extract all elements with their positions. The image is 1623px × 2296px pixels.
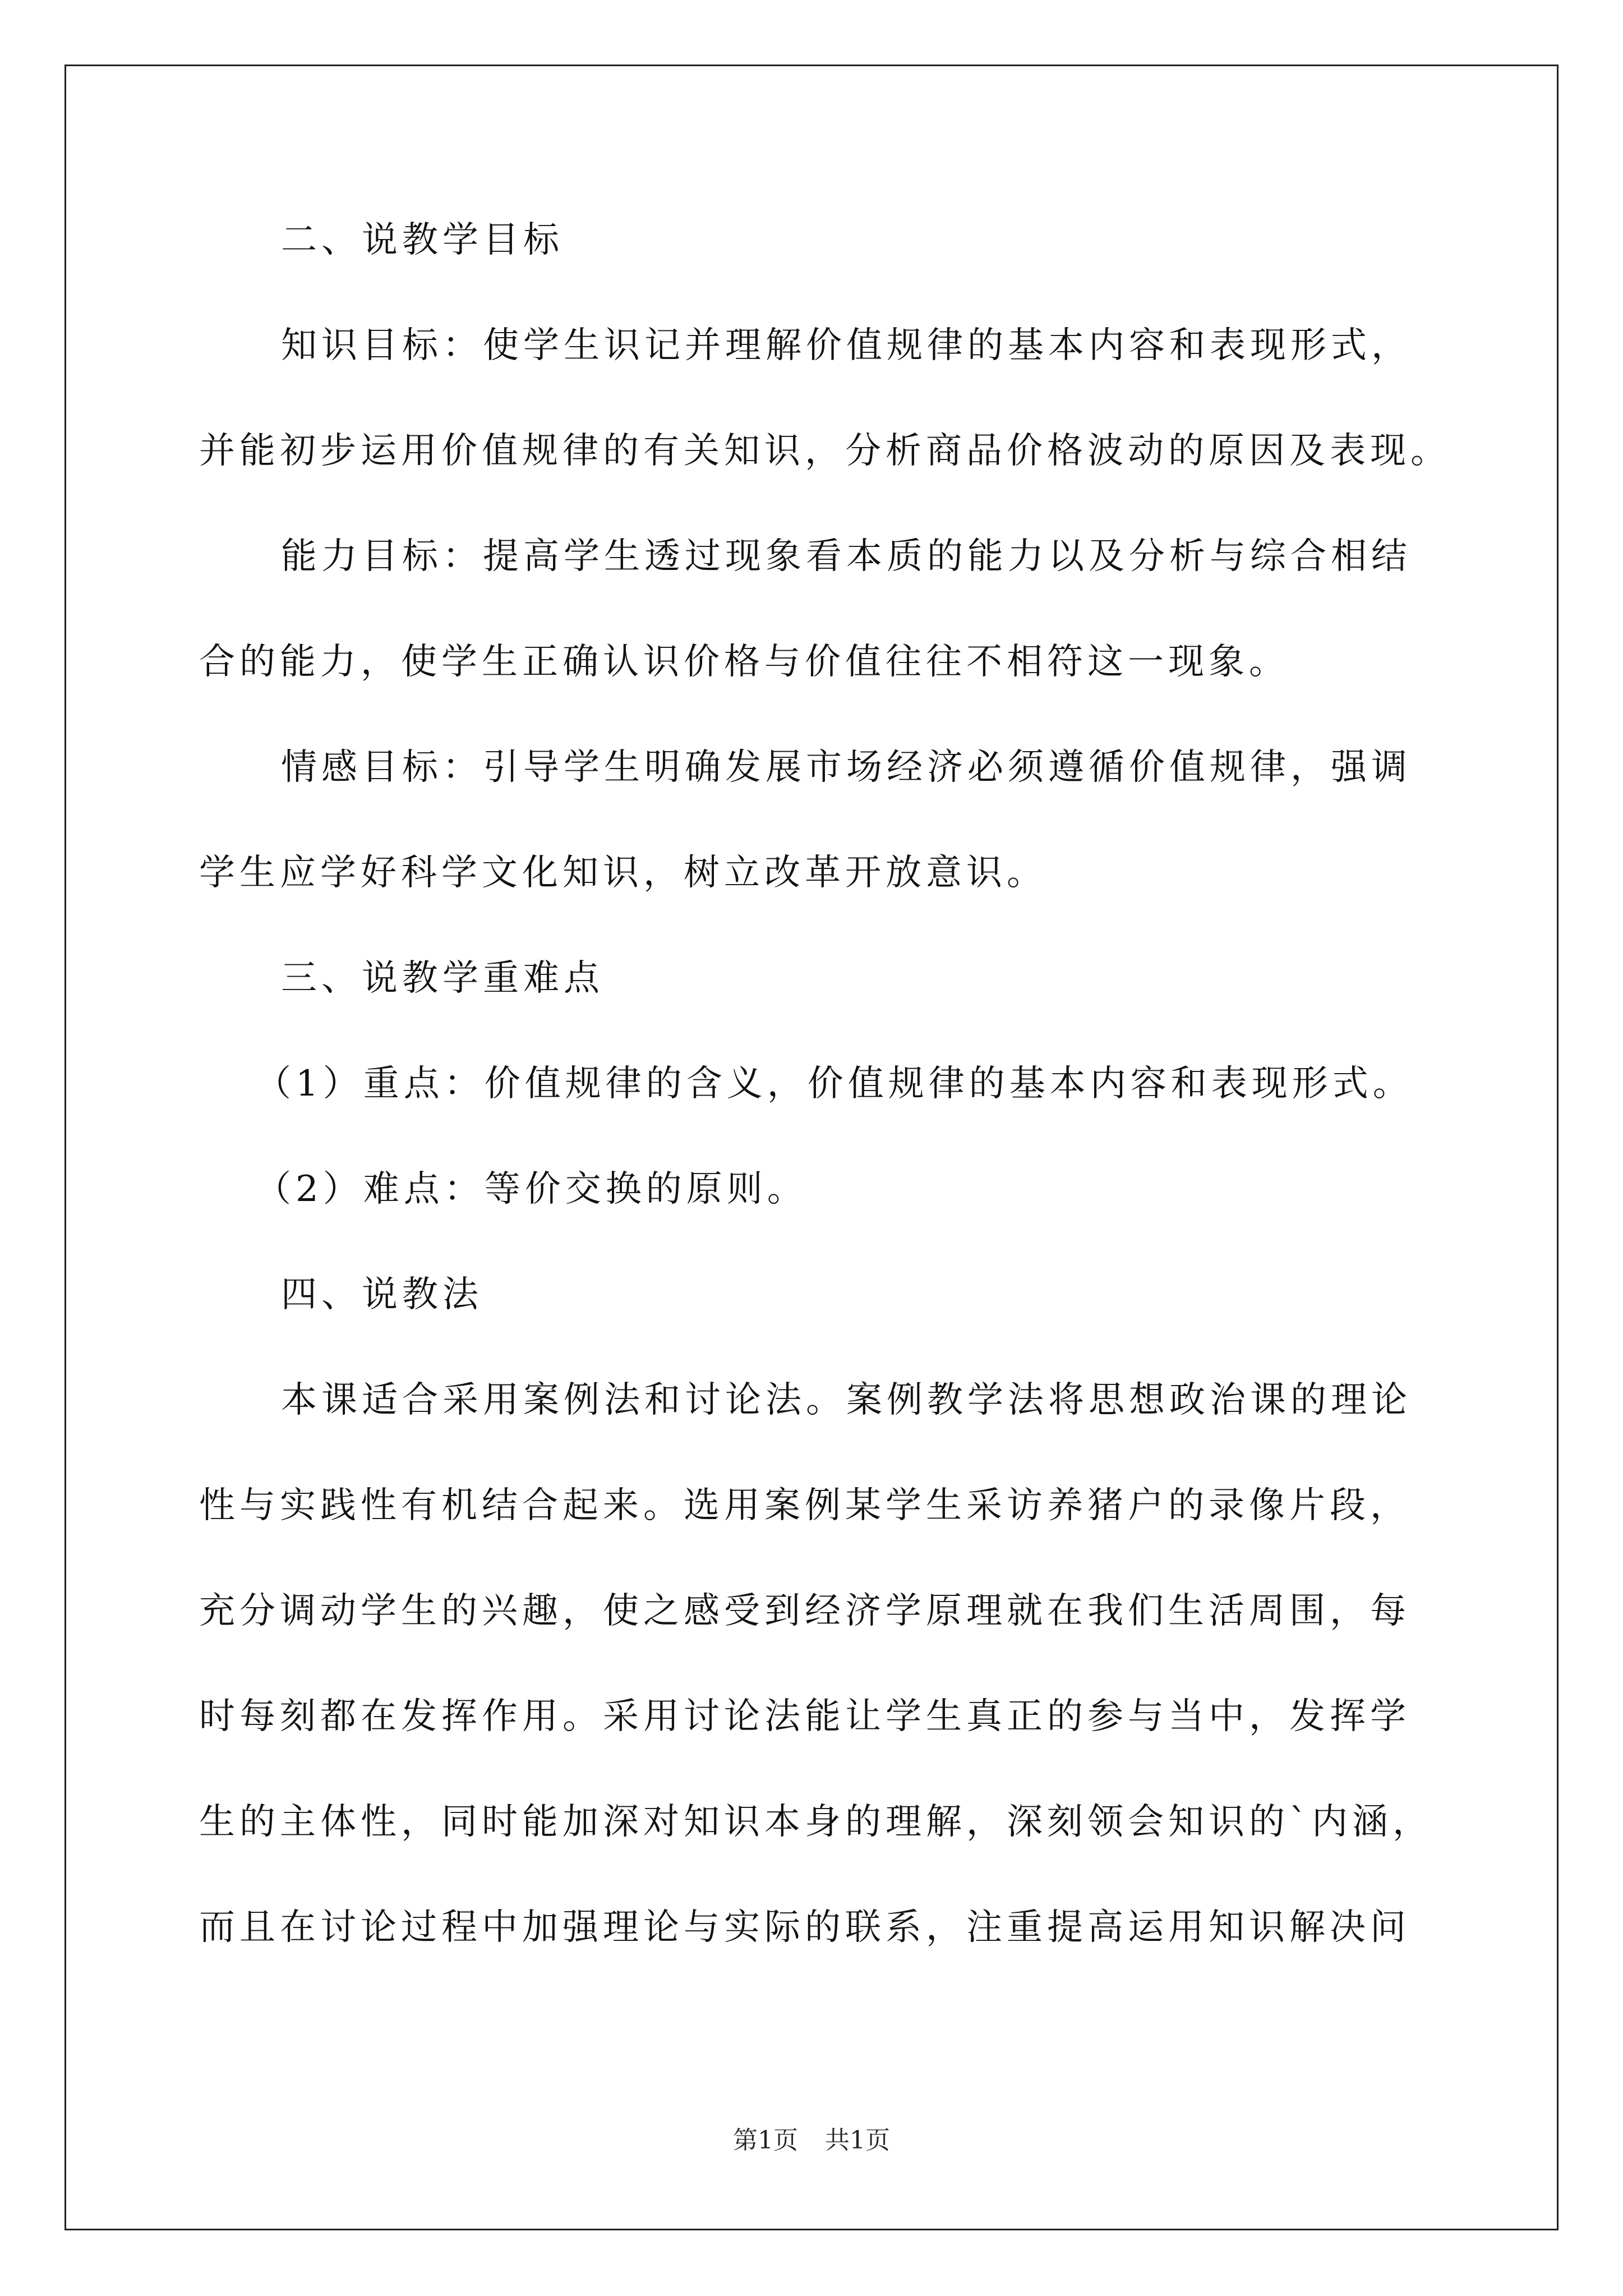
page-number-total: 共1页 <box>825 2126 890 2155</box>
paragraph-line: 性与实践性有机结合起来。选用案例某学生采访养猪户的录像片段， <box>199 1485 1410 1526</box>
paragraph-line: 时每刻都在发挥作用。采用讨论法能让学生真正的参与当中，发挥学 <box>199 1696 1410 1737</box>
paragraph-line: 学生应学好科学文化知识，树立改革开放意识。 <box>199 852 1047 894</box>
list-item-key-point: （1）重点：价值规律的含义，价值规律的基本内容和表现形式。 <box>255 1063 1413 1105</box>
paragraph-line: 情感目标：引导学生明确发展市场经济必须遵循价值规律，强调 <box>281 747 1412 788</box>
paragraph-line: 本课适合采用案例法和讨论法。案例教学法将思想政治课的理论 <box>281 1379 1412 1421</box>
paragraph-line: 能力目标：提高学生透过现象看本质的能力以及分析与综合相结 <box>281 536 1412 577</box>
paragraph-line: 充分调动学生的兴趣，使之感受到经济学原理就在我们生活周围，每 <box>199 1590 1410 1632</box>
section-heading-teaching-goals: 二、说教学目标 <box>281 219 564 261</box>
list-item-difficult-point: （2）难点：等价交换的原则。 <box>255 1168 808 1210</box>
paragraph-line: 并能初步运用价值规律的有关知识，分析商品价格波动的原因及表现。 <box>199 430 1451 472</box>
section-heading-key-points: 三、说教学重难点 <box>281 958 604 999</box>
document-body <box>199 219 1451 2012</box>
page-number-current: 第1页 <box>733 2126 798 2155</box>
section-heading-teaching-method: 四、说教法 <box>281 1274 483 1315</box>
paragraph-line: 而且在讨论过程中加强理论与实际的联系，注重提高运用知识解决问 <box>199 1907 1410 1948</box>
paragraph-line: 合的能力，使学生正确认识价格与价值往往不相符这一现象。 <box>199 641 1289 683</box>
paragraph-line: 知识目标：使学生识记并理解价值规律的基本内容和表现形式， <box>281 325 1412 366</box>
paragraph-line: 生的主体性，同时能加深对知识本身的理解，深刻领会知识的`内涵， <box>199 1801 1433 1843</box>
page-footer <box>0 2126 1623 2155</box>
